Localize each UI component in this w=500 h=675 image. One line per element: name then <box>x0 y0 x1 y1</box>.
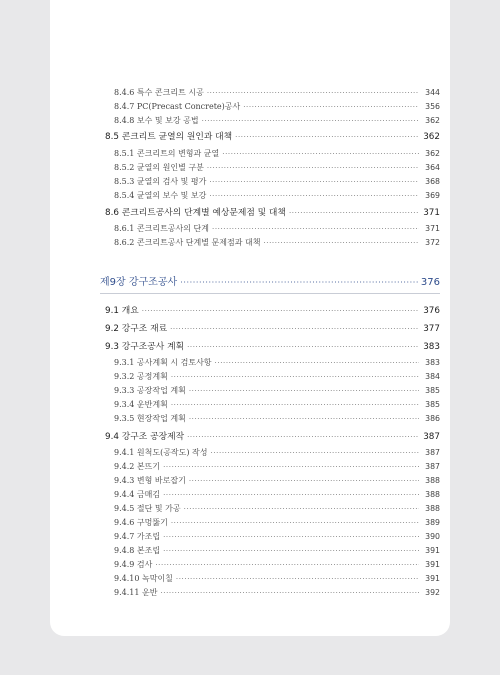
toc-section: 9.3 강구조공사 계획 ····· 383 <box>105 341 440 354</box>
toc-entry: 9.4.1 원척도(공작도) 작성 ····· 387 <box>114 446 440 459</box>
toc-entry: 9.4.4 금매김 ····· 388 <box>114 488 440 501</box>
toc-chapter-heading: 제9장 강구조공사 ····· 376 <box>100 275 440 291</box>
toc-entry: 9.3.3 공장작업 계획 ····· 385 <box>114 384 440 397</box>
toc-entry: 8.4.6 특수 콘크리트 시공 ····· 344 <box>114 86 440 99</box>
toc-entry: 8.5.2 균열의 원인별 구분 ····· 364 <box>114 161 440 174</box>
toc-section: 9.4 강구조 공장제작 ····· 387 <box>105 431 440 444</box>
toc-entry: 8.6.1 콘크리트공사의 단계 ····· 371 <box>114 222 440 235</box>
chapter-divider <box>100 293 440 294</box>
toc-section: 9.1 개요 ····· 376 <box>105 305 440 318</box>
toc-entry: 9.4.11 운반 ····· 392 <box>114 586 440 599</box>
toc-entry: 8.5.1 콘크리트의 변형과 균열 ····· 362 <box>114 147 440 160</box>
toc-entry: 9.4.7 가조립 ····· 390 <box>114 530 440 543</box>
toc-entry: 8.6.2 콘크리트공사 단계별 문제점과 대책 ····· 372 <box>114 236 440 249</box>
toc-entry: 9.4.3 변형 바로잡기 ····· 388 <box>114 474 440 487</box>
toc-entry: 9.3.2 공정계획 ····· 384 <box>114 370 440 383</box>
toc-entry: 9.4.10 녹막이칠 ····· 391 <box>114 572 440 585</box>
toc-entry: 8.4.7 PC(Precast Concrete)공사 ····· 356 <box>114 100 440 113</box>
toc-section: 9.2 강구조 재료 ····· 377 <box>105 323 440 336</box>
toc-entry: 8.5.3 균열의 검사 및 평가 ····· 368 <box>114 175 440 188</box>
toc-entry: 9.4.2 본뜨기 ····· 387 <box>114 460 440 473</box>
toc-section: 8.6 콘크리트공사의 단계별 예상문제점 및 대책 ····· 371 <box>105 207 440 220</box>
toc-entry: 9.4.9 검사 ····· 391 <box>114 558 440 571</box>
toc-entry: 8.5.4 균열의 보수 및 보강 ····· 369 <box>114 189 440 202</box>
toc-section: 8.5 콘크리트 균열의 원인과 대책 ····· 362 <box>105 131 440 144</box>
toc-entry: 9.4.6 구멍뚫기 ····· 389 <box>114 516 440 529</box>
toc-entry: 9.3.5 현장작업 계획 ····· 386 <box>114 412 440 425</box>
toc-entry: 9.4.5 절단 및 가공 ····· 388 <box>114 502 440 515</box>
toc-entry: 9.4.8 본조립 ····· 391 <box>114 544 440 557</box>
toc-entry: 8.4.8 보수 및 보강 공법 ····· 362 <box>114 114 440 127</box>
toc-entry: 9.3.4 운반계획 ····· 385 <box>114 398 440 411</box>
toc-entry: 9.3.1 공사계획 시 검토사항 ····· 383 <box>114 356 440 369</box>
